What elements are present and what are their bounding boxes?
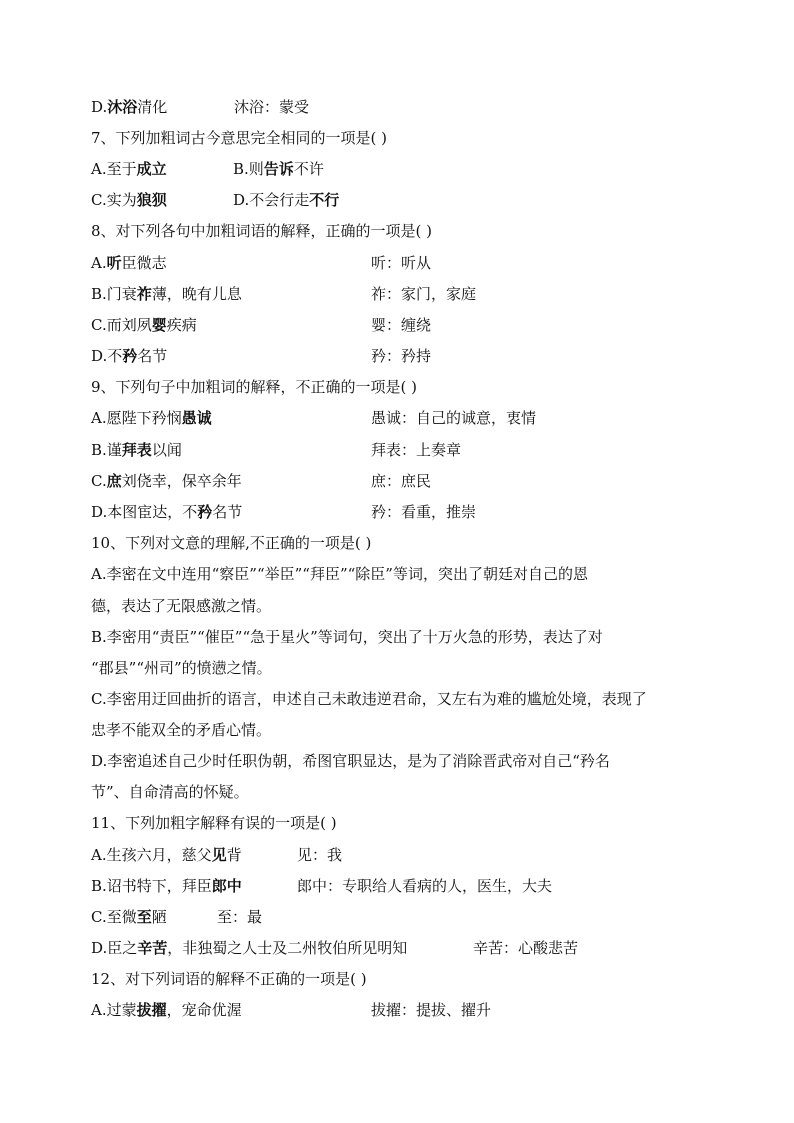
text-span: 节”、自命清高的怀疑。 bbox=[91, 783, 249, 801]
text-span: 8、对下列各句中加粗词语的解释，正确的一项是( ) bbox=[91, 222, 433, 240]
text-line bbox=[91, 969, 367, 989]
text-line bbox=[91, 876, 553, 896]
text-line bbox=[91, 159, 324, 179]
text-span: B.诏书特下，拜臣 bbox=[91, 877, 212, 895]
text-line bbox=[91, 408, 537, 428]
text-span: “郡县”“州司”的愤懑之情。 bbox=[91, 659, 272, 677]
text-span: 疾病 bbox=[166, 316, 197, 334]
text-line bbox=[91, 533, 371, 553]
text-span: A.生孩六月，慈父 bbox=[91, 846, 212, 864]
definition-text: 婴：缠绕 bbox=[371, 316, 432, 334]
text-span: 名节 bbox=[137, 347, 168, 365]
text-span: 陋 bbox=[151, 908, 167, 926]
text-span: A.李密在文中连用“察臣”“举臣”“拜臣”“除臣”等词，突出了朝廷对自己的恩 bbox=[91, 565, 588, 583]
text-line bbox=[91, 845, 343, 865]
text-span: 12、对下列词语的解释不正确的一项是( ) bbox=[91, 970, 367, 988]
definition-text: 愚诚：自己的诚意，衷情 bbox=[371, 409, 537, 427]
text-line bbox=[91, 689, 647, 709]
bold-term: 见 bbox=[211, 846, 227, 864]
text-line bbox=[91, 938, 579, 958]
text-span: C.而刘夙 bbox=[91, 316, 152, 334]
text-line bbox=[91, 1000, 492, 1020]
text-span: 11、下列加粗字解释有误的一项是( ) bbox=[91, 814, 337, 832]
bold-term: 矜 bbox=[122, 347, 138, 365]
text-span: 忠孝不能双全的矛盾心情。 bbox=[91, 721, 272, 739]
text-line bbox=[91, 564, 588, 584]
bold-term: 婴 bbox=[151, 316, 167, 334]
bold-term: 至 bbox=[136, 908, 152, 926]
definition-text: 祚：家门，家庭 bbox=[371, 285, 477, 303]
text-line bbox=[91, 720, 271, 740]
bold-term: 成立 bbox=[136, 160, 167, 178]
bold-term: 听 bbox=[106, 254, 122, 272]
text-line bbox=[91, 221, 432, 241]
text-span: C.实为 bbox=[91, 191, 137, 209]
bold-term: 告诉 bbox=[263, 160, 294, 178]
definition-text: 见：我 bbox=[297, 846, 343, 864]
definition-text: 矜：看重，推崇 bbox=[371, 503, 477, 521]
definition-text: 庶：庶民 bbox=[371, 472, 432, 490]
text-span: 以闻 bbox=[151, 441, 182, 459]
text-span: D.不 bbox=[91, 347, 123, 365]
text-span: A.至于 bbox=[91, 160, 137, 178]
text-line bbox=[91, 596, 271, 616]
text-line bbox=[91, 627, 603, 647]
text-line bbox=[91, 782, 249, 802]
text-span: 名节 bbox=[212, 503, 243, 521]
definition-text: 至：最 bbox=[217, 908, 263, 926]
text-span: B.李密用“责臣”“催臣”“急于星火”等词句，突出了十万火急的形势，表达了对 bbox=[91, 628, 603, 646]
text-line bbox=[91, 658, 272, 678]
text-span: A.过蒙 bbox=[91, 1001, 137, 1019]
text-span: B.门衰 bbox=[91, 285, 137, 303]
text-span: B.谨 bbox=[91, 441, 122, 459]
option-text bbox=[233, 190, 339, 210]
text-span: A.愿陛下矜悯 bbox=[91, 409, 182, 427]
text-line bbox=[91, 907, 263, 927]
text-span: 7、下列加粗词古今意思完全相同的一项是( ) bbox=[91, 129, 388, 147]
text-line bbox=[91, 128, 387, 148]
text-line bbox=[91, 813, 337, 833]
text-line bbox=[91, 471, 432, 491]
definition-text: 郎中：专职给人看病的人，医生，大夫 bbox=[297, 877, 553, 895]
text-span: 刘侥幸，保卒余年 bbox=[121, 472, 242, 490]
text-line bbox=[91, 502, 477, 522]
text-span: C.李密用迂回曲折的语言，申述自己未敢违逆君命，又左右为难的尴尬处境，表现了 bbox=[91, 690, 647, 708]
bold-term: 郎中 bbox=[211, 877, 242, 895]
bold-term: 狼狈 bbox=[136, 191, 167, 209]
text-span: D.臣之 bbox=[91, 939, 138, 957]
bold-term: 矜 bbox=[197, 503, 213, 521]
bold-term: 拜表 bbox=[121, 441, 152, 459]
text-span: A. bbox=[91, 254, 107, 272]
text-span: D.本图宦达，不 bbox=[91, 503, 198, 521]
text-line bbox=[91, 346, 432, 366]
definition-text: 矜：矜持 bbox=[371, 347, 432, 365]
text-span: 臣微志 bbox=[121, 254, 167, 272]
text-line bbox=[91, 253, 432, 273]
text-line bbox=[91, 284, 477, 304]
text-line bbox=[91, 377, 417, 397]
text-span: D.不会行走 bbox=[233, 191, 310, 209]
text-line bbox=[91, 751, 610, 771]
text-span: B.则 bbox=[233, 160, 264, 178]
text-span: 9、下列句子中加粗词的解释，不正确的一项是( ) bbox=[91, 378, 418, 396]
definition-text: 听：听从 bbox=[371, 254, 432, 272]
text-span: 清化 bbox=[137, 98, 168, 116]
text-span: C.至微 bbox=[91, 908, 137, 926]
text-line bbox=[91, 190, 340, 210]
definition-text: 沐浴：蒙受 bbox=[234, 98, 310, 116]
text-span: 背 bbox=[226, 846, 242, 864]
text-span: ，宠命优渥 bbox=[166, 1001, 242, 1019]
bold-term: 祚 bbox=[136, 285, 152, 303]
text-span: 薄，晚有儿息 bbox=[151, 285, 242, 303]
bold-term: 沐浴 bbox=[107, 98, 138, 116]
definition-text: 拔擢：提拔、擢升 bbox=[371, 1001, 492, 1019]
text-span: C. bbox=[91, 472, 107, 490]
text-span: D. bbox=[91, 98, 108, 116]
text-line bbox=[91, 440, 462, 460]
text-span: 德，表达了无限感激之情。 bbox=[91, 597, 272, 615]
definition-text: 辛苦：心酸悲苦 bbox=[473, 939, 579, 957]
option-text bbox=[233, 159, 324, 179]
text-span: 10、下列对文意的理解,不正确的一项是( ) bbox=[91, 534, 372, 552]
text-line bbox=[91, 97, 310, 117]
text-span: ，非独蜀之人士及二州牧伯所见明知 bbox=[167, 939, 408, 957]
text-line bbox=[91, 315, 432, 335]
bold-term: 辛苦 bbox=[137, 939, 168, 957]
text-span: 不许 bbox=[293, 160, 324, 178]
bold-term: 拔擢 bbox=[136, 1001, 167, 1019]
bold-term: 庶 bbox=[106, 472, 122, 490]
text-span: D.李密追述自己少时任职伪朝，希图官职显达，是为了消除晋武帝对自己“矜名 bbox=[91, 752, 610, 770]
bold-term: 不行 bbox=[309, 191, 340, 209]
definition-text: 拜表：上奏章 bbox=[371, 441, 462, 459]
bold-term: 愚诚 bbox=[181, 409, 212, 427]
